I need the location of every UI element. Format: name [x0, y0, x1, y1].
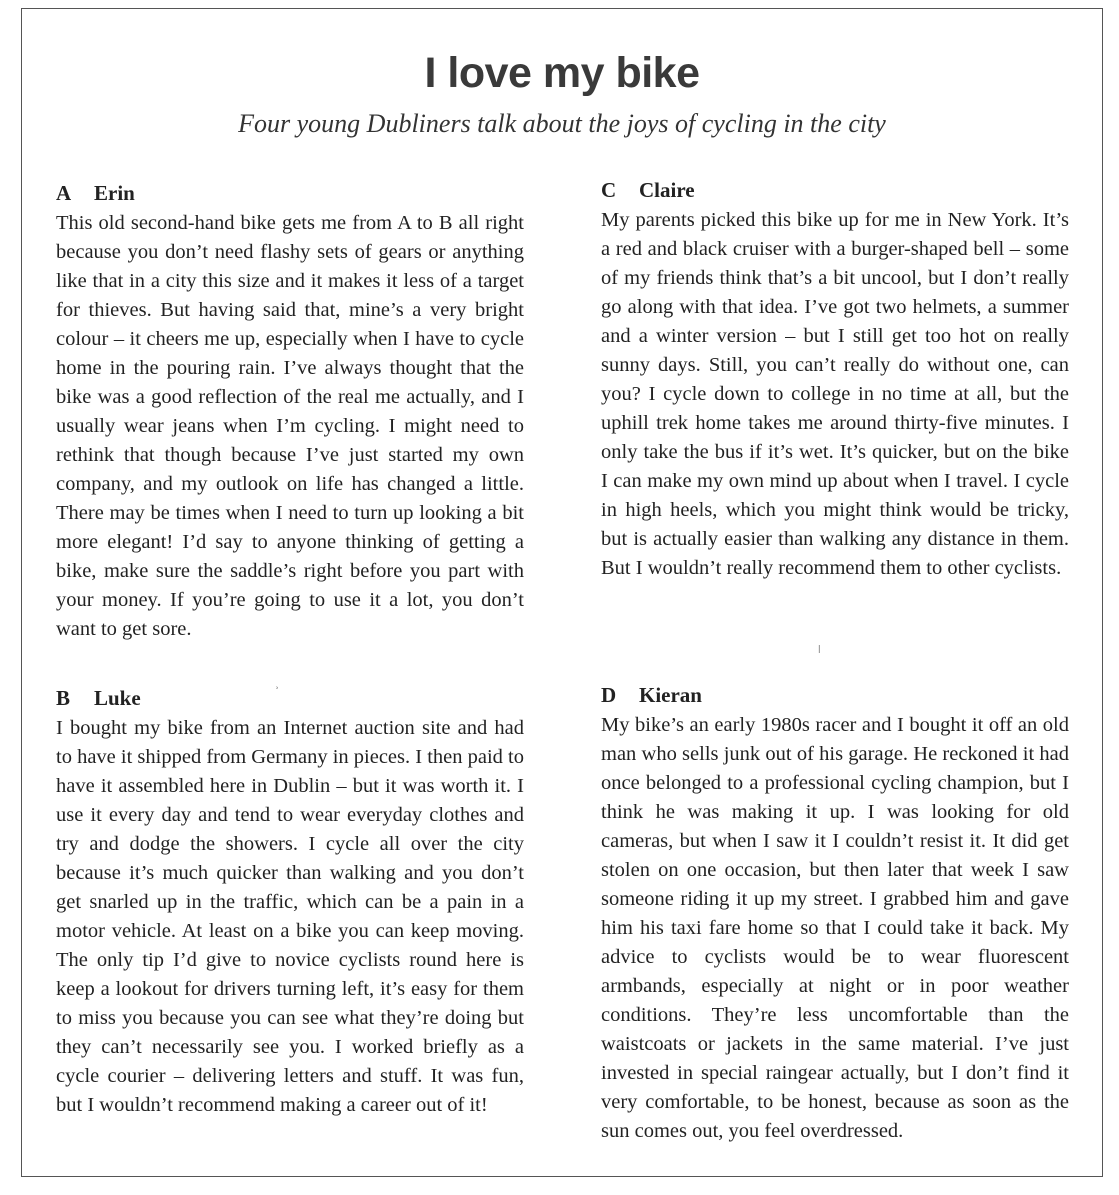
section-claire	[601, 176, 1069, 583]
section-luke	[56, 684, 524, 1120]
section-name: Claire	[639, 178, 695, 202]
article-frame	[21, 8, 1103, 1177]
section-heading	[601, 681, 1069, 709]
section-body: My bike’s an early 1980s racer and I bought it off an old man who sells junk out of his garage. He reckoned it had once belonged to a professional cycling champion, but I think he was making it up. I was looking for old cameras, but when I saw it I couldn’t resist it. It did get stolen on one occasion, but then later that week I saw someone riding it up my street. I grabbed him and gave him his taxi fare home so that I could take it back. My advice to cyclists would be to wear fluorescent armbands, especially at night or in poor weather conditions. They’re less uncomfortable than the waistcoats or jackets in the same material. I’ve just invested in special raingear actually, but I don’t find it very comfortable, to be honest, because as soon as the sun comes out, you feel overdressed.	[601, 714, 1069, 1142]
section-body: This old second-hand bike gets me from A to B all right because you don’t need flashy sets of gears or anything like that in a city this size and it makes it less of a target for thieves. But having said that, mine’s a very bright colour – it cheers me up, especially when I have to cycle home in the pouring rain. I’ve always thought that the bike was a good reflection of the real me actually, and I usually wear jeans when I’m cycling. I might need to rethink that though because I’ve just started my own company, and my outlook on life has changed a little. There may be times when I need to turn up looking a bit more elegant! I’d say to anyone thinking of getting a bike, make sure the saddle’s right before you part with your money. If you’re going to use it a lot, you don’t want to get sore.	[56, 212, 524, 640]
section-letter: D	[601, 683, 617, 707]
section-name: Luke	[94, 686, 141, 710]
scan-speck: ǀ	[818, 642, 821, 656]
section-letter: A	[56, 181, 72, 205]
scan-speck: ʾ	[275, 684, 279, 698]
article-title: I love my bike	[424, 49, 700, 97]
section-erin	[56, 179, 524, 644]
section-name: Kieran	[639, 683, 702, 707]
section-heading	[56, 684, 524, 712]
section-heading	[56, 179, 524, 207]
section-letter: C	[601, 178, 617, 202]
article-subtitle: Four young Dubliners talk about the joys of cycling in the city	[238, 109, 886, 138]
section-body: My parents picked this bike up for me in New York. It’s a red and black cruiser with a burger-shaped bell – some of my friends think that’s a bit uncool, but I don’t really go along with that idea. I’ve got two helmets, a summer and a winter version – but I still get too hot on really sunny days. Still, you can’t really do without one, can you? I cycle down to college in no time at all, but the uphill trek home takes me around thirty-five minutes. I only take the bus if it’s wet. It’s quicker, but on the bike I can make my own mind up about when I travel. I cycle in high heels, which you might think would be tricky, but is actually easier than walking any distance in them. But I wouldn’t really recommend them to other cyclists.	[601, 209, 1069, 579]
section-kieran	[601, 681, 1069, 1146]
section-heading	[601, 176, 1069, 204]
section-name: Erin	[94, 181, 135, 205]
section-letter: B	[56, 686, 71, 710]
section-body: I bought my bike from an Internet auction site and had to have it shipped from Germany in pieces. I then paid to have it assembled here in Dublin – but it was worth it. I use it every day and tend to wear everyday clothes and try and dodge the showers. I cycle all over the city because it’s much quicker than walking and you don’t get snarled up in the traffic, which can be a pain in a motor vehicle. At least on a bike you can keep moving. The only tip I’d give to novice cyclists round here is keep a lookout for drivers turning left, it’s easy for them to miss you because you can see what they’re doing but they can’t necessarily see you. I worked briefly as a cycle courier – delivering letters and stuff. It was fun, but I wouldn’t recommend making a career out of it!	[56, 717, 524, 1116]
